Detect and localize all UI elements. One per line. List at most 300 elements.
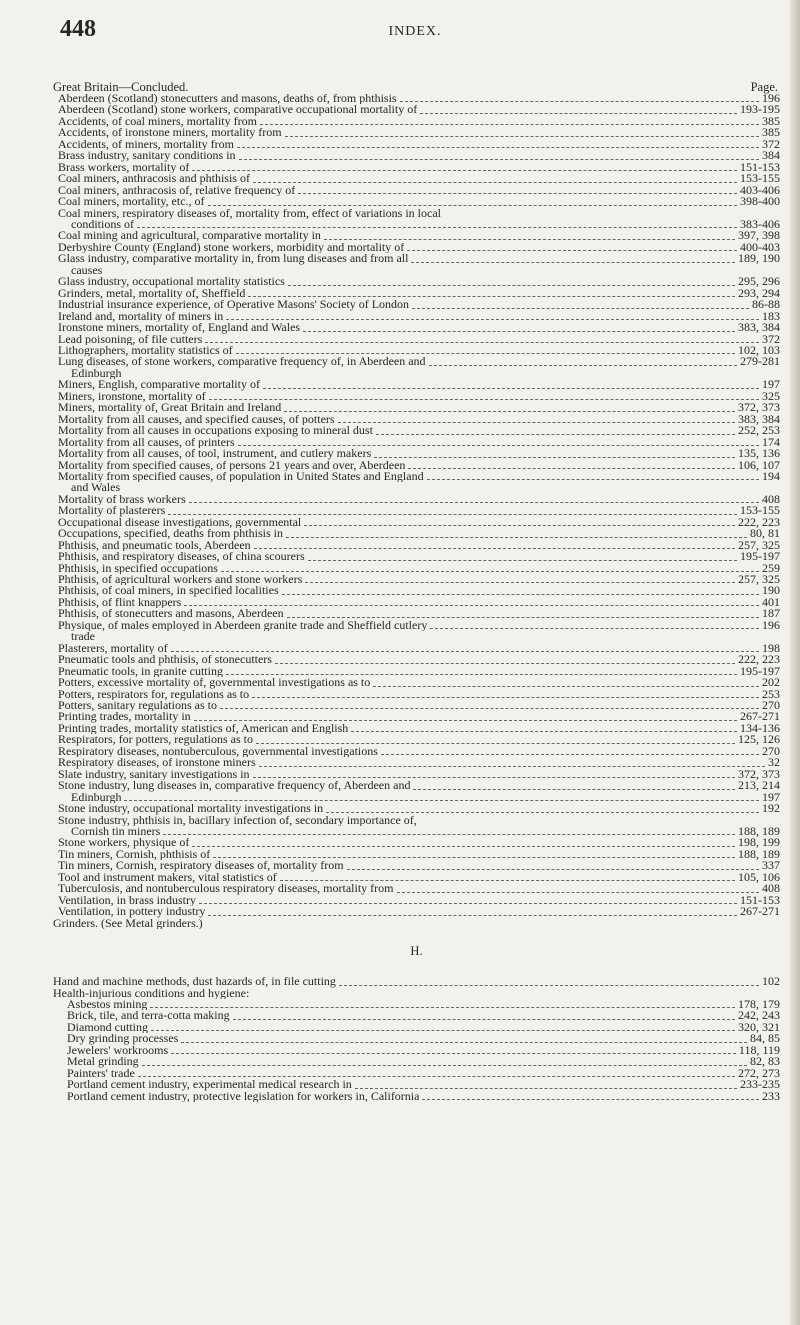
- index-entry: [53, 686, 780, 701]
- leader-dots: [184, 605, 759, 606]
- entry-page-number: 385: [762, 125, 780, 140]
- entry-page-number: 252, 253: [738, 423, 780, 438]
- entry-page-number: 257, 325: [738, 572, 780, 587]
- entry-text: Mortality of plasterers: [58, 505, 166, 517]
- leader-dots: [305, 582, 735, 583]
- entry-text: Mortality from all causes, and specified causes, of potters: [58, 413, 335, 426]
- index-entry: [53, 342, 780, 357]
- index-entry: [53, 663, 780, 678]
- entry-text: Tuberculosis, and nontuberculous respiratory diseases, mortality from: [58, 883, 394, 895]
- index-entry: [53, 996, 780, 1011]
- entry-page-number: 233-235: [740, 1077, 780, 1092]
- entry-page-number: 102: [762, 974, 780, 989]
- entry-page-number: 118, 119: [738, 1042, 780, 1057]
- entry-text: Respiratory diseases, of ironstone miners: [58, 757, 256, 769]
- page-header: [60, 16, 770, 50]
- leader-dots: [208, 205, 737, 206]
- entry-page-number: 153-155: [740, 503, 780, 518]
- entry-text: Pneumatic tools and phthisis, of stonecutters: [58, 654, 272, 666]
- leader-dots: [429, 365, 737, 366]
- index-entry: [53, 322, 780, 333]
- entry-text: Plasterers, mortality of: [58, 642, 168, 655]
- index-entry: [53, 988, 780, 999]
- index-entry-list: [53, 93, 780, 918]
- entry-page-number: 125, 126: [738, 732, 780, 747]
- index-entry: [53, 892, 780, 907]
- index-entry: [53, 173, 780, 184]
- entry-text: Glass industry, comparative mortality in, from lung diseases and from all: [58, 253, 409, 265]
- entry-text: Printing trades, mortality statistics of, American and English: [58, 722, 349, 735]
- index-entry: [53, 837, 780, 848]
- leader-dots: [192, 846, 735, 847]
- entry-text: Health-injurious conditions and hygiene:: [53, 987, 250, 999]
- entry-page-number: 183: [762, 308, 780, 323]
- leader-dots: [259, 766, 765, 767]
- index-entry: [53, 700, 780, 711]
- entry-text: Ventilation, in brass industry: [58, 894, 196, 907]
- index-entry: [53, 402, 780, 413]
- entry-text: Diamond cutting: [67, 1021, 148, 1034]
- index-entry: [53, 113, 780, 128]
- entry-page-number: 267-271: [740, 709, 780, 724]
- leader-dots: [298, 193, 737, 194]
- entry-text: trade: [71, 631, 95, 643]
- index-entry: [53, 574, 780, 585]
- leader-dots: [236, 353, 735, 354]
- entry-text: Potters, excessive mortality of, governmental investigations as to: [58, 677, 371, 689]
- entry-page-number: 222, 223: [738, 652, 780, 667]
- leader-dots: [151, 1030, 735, 1031]
- entry-page-number: 32: [768, 755, 780, 770]
- entry-page-number: 279-281: [740, 354, 780, 369]
- index-entry: [53, 299, 780, 310]
- entry-page-number: 213, 214: [738, 778, 780, 793]
- index-entry: [53, 757, 780, 768]
- leader-dots: [411, 262, 735, 263]
- entry-page-number: 233: [762, 1088, 780, 1103]
- entry-text: Coal miners, mortality, etc., of: [58, 196, 205, 208]
- entry-text: Metal grinding: [67, 1056, 139, 1068]
- entry-text: Miners, ironstone, mortality of: [58, 390, 206, 403]
- leader-dots: [253, 182, 737, 183]
- index-entry: [53, 368, 780, 379]
- index-entry: [53, 677, 780, 688]
- index-entry: [53, 1056, 780, 1067]
- entry-page-number: 272, 273: [738, 1065, 780, 1080]
- index-entry: [53, 468, 780, 483]
- entry-text: Mortality from all causes, of tool, instrument, and cutlery makers: [58, 448, 372, 460]
- leader-dots: [339, 985, 759, 986]
- leader-dots: [220, 708, 759, 709]
- entry-text: Mortality of brass workers: [58, 493, 186, 506]
- entry-page-number: 134-136: [740, 720, 780, 735]
- leader-dots: [253, 777, 735, 778]
- leader-dots: [420, 113, 737, 114]
- leader-dots: [280, 880, 735, 881]
- index-entry: [53, 505, 780, 516]
- entry-page-number: 196: [762, 91, 780, 105]
- entry-page-number: 270: [762, 698, 780, 713]
- index-entry: [53, 608, 780, 619]
- entry-text: Printing trades, mortality in: [58, 711, 191, 723]
- entry-text: Lung diseases, of stone workers, comparative frequency of, in Aberdeen and: [58, 356, 426, 368]
- index-entry: [53, 594, 780, 609]
- index-entry: [53, 159, 780, 174]
- index-entry: [53, 196, 780, 207]
- index-entry: [53, 276, 780, 287]
- entry-text: Coal miners, respiratory diseases of, mortality from, effect of variations in local: [58, 207, 441, 219]
- index-entry: [53, 331, 780, 346]
- entry-page-number: 253: [762, 686, 780, 701]
- index-entry: [53, 265, 780, 276]
- leader-dots: [209, 399, 759, 400]
- entry-page-number: 151-153: [740, 159, 780, 174]
- entry-page-number: 384: [762, 148, 780, 163]
- entry-text: Portland cement industry, experimental medical research in: [67, 1079, 352, 1091]
- index-entry: [53, 127, 780, 138]
- index-entry: [53, 617, 780, 632]
- entry-page-number: 295, 296: [738, 274, 780, 289]
- entry-page-number: 197: [762, 377, 780, 392]
- page-number: 448: [60, 16, 96, 42]
- entry-page-number: 400-403: [740, 239, 780, 254]
- index-entry: [53, 537, 780, 552]
- entry-text: Dry grinding processes: [67, 1033, 179, 1045]
- entry-page-number: 222, 223: [738, 514, 780, 529]
- leader-dots: [326, 812, 759, 813]
- index-entry: [53, 216, 780, 231]
- entry-text: Stone industry, phthisis in, bacillary infection of, secondary importance of,: [58, 814, 417, 826]
- entry-text: Phthisis, of coal miners, in specified localities: [58, 585, 279, 597]
- index-entry: [53, 388, 780, 403]
- entry-page-number: 372, 373: [738, 400, 780, 415]
- leader-dots: [355, 1088, 737, 1089]
- leader-dots: [254, 548, 735, 549]
- index-entry: [53, 230, 780, 241]
- index-content: [53, 82, 780, 1102]
- entry-text: causes: [71, 264, 103, 277]
- entry-page-number: 259: [762, 560, 780, 575]
- leader-dots: [351, 731, 737, 732]
- entry-text: Cornish tin miners: [71, 826, 161, 838]
- leader-dots: [199, 903, 737, 904]
- index-entry: [53, 425, 780, 436]
- leader-dots: [427, 479, 759, 480]
- leader-dots: [226, 674, 737, 675]
- leader-dots: [407, 250, 737, 251]
- index-entry: [53, 1042, 780, 1057]
- index-entry: [53, 434, 780, 449]
- entry-text: Accidents, of miners, mortality from: [58, 138, 234, 151]
- leader-dots: [324, 239, 735, 240]
- entry-text: Mortality from specified causes, of persons 21 years and over, Aberdeen: [58, 459, 406, 471]
- index-entry: [53, 1079, 780, 1090]
- leader-dots: [288, 285, 735, 286]
- leader-dots: [285, 136, 759, 137]
- index-entry: [53, 906, 780, 917]
- entry-text: Phthisis, and pneumatic tools, Aberdeen: [58, 539, 251, 552]
- index-entry: [53, 491, 780, 506]
- leader-dots: [252, 697, 759, 698]
- index-entry: [53, 869, 780, 884]
- entry-text: Tool and instrument makers, vital statistics of: [58, 871, 277, 884]
- entry-text: Coal mining and agricultural, comparative mortality in: [58, 230, 321, 242]
- leader-dots: [168, 514, 737, 515]
- entry-text: Slate industry, sanitary investigations in: [58, 768, 250, 781]
- leader-dots: [347, 869, 759, 870]
- leader-dots: [412, 308, 749, 309]
- entry-page-number: 320, 321: [738, 1019, 780, 1034]
- index-entry: [53, 1065, 780, 1080]
- entry-text: Potters, sanitary regulations as to: [58, 700, 217, 712]
- entry-text: Aberdeen (Scotland) stonecutters and masons, deaths of, from phthisis: [58, 93, 397, 105]
- index-entry: [53, 766, 780, 781]
- leader-dots: [408, 468, 735, 469]
- leader-dots: [138, 1076, 735, 1077]
- index-entry: [53, 308, 780, 323]
- index-entry: [53, 654, 780, 665]
- entry-page-number: 196: [762, 617, 780, 632]
- entry-page-number: 195-197: [740, 663, 780, 678]
- entry-text: Coal miners, anthracosis of, relative frequency of: [58, 184, 296, 197]
- entry-text: Tin miners, Cornish, phthisis of: [58, 848, 211, 861]
- index-entry: [53, 631, 780, 642]
- leader-dots: [163, 834, 735, 835]
- entry-page-number: 337: [762, 858, 780, 873]
- leader-dots: [248, 296, 735, 297]
- leader-dots: [260, 124, 759, 125]
- index-entry: [53, 448, 780, 459]
- entry-text: conditions of: [71, 218, 134, 231]
- entry-text: Stone industry, lung diseases in, comparative frequency of, Aberdeen and: [58, 780, 411, 792]
- entry-text: Hand and machine methods, dust hazards of, in file cutting: [53, 976, 336, 988]
- leader-dots: [181, 1042, 747, 1043]
- leader-dots: [238, 445, 759, 446]
- leader-dots: [413, 789, 735, 790]
- entry-page-number: 198: [762, 640, 780, 655]
- entry-page-number: 187: [762, 606, 780, 621]
- index-entry: [53, 560, 780, 575]
- index-entry: [53, 551, 780, 562]
- entry-page-number: 372: [762, 136, 780, 151]
- leader-dots: [205, 342, 759, 343]
- entry-page-number: 153-155: [740, 171, 780, 186]
- leader-dots: [275, 663, 735, 664]
- index-entry: [53, 860, 780, 871]
- index-entry: [53, 379, 780, 390]
- entry-text: Mortality from all causes in occupations exposing to mineral dust: [58, 425, 373, 437]
- entry-text: Stone industry, occupational mortality investigations in: [58, 803, 324, 815]
- index-entry: [53, 789, 780, 804]
- section-heading-text: Great Britain—Concluded.: [53, 80, 189, 94]
- entry-text: Phthisis, in specified occupations: [58, 562, 218, 575]
- entry-text: Ireland and, mortality of miners in: [58, 310, 224, 323]
- index-entry: [53, 1019, 780, 1034]
- entry-page-number: 398-400: [740, 194, 780, 209]
- entry-page-number: 202: [762, 675, 780, 690]
- entry-text: Brass industry, sanitary conditions in: [58, 150, 236, 162]
- entry-page-number: 385: [762, 113, 780, 128]
- entry-page-number: 372, 373: [738, 766, 780, 781]
- entry-text: Portland cement industry, protective legislation for workers in, California: [67, 1090, 420, 1103]
- index-entry: [53, 457, 780, 472]
- leader-dots: [287, 617, 759, 618]
- entry-page-number: 190: [762, 583, 780, 598]
- leader-dots: [256, 743, 735, 744]
- index-entry: [53, 803, 780, 814]
- leader-dots: [286, 537, 747, 538]
- entry-text: Lead poisoning, of file cutters: [58, 333, 203, 345]
- index-entry: [53, 585, 780, 596]
- leader-dots: [338, 422, 735, 423]
- leader-dots: [171, 1053, 736, 1054]
- leader-dots: [381, 754, 759, 755]
- entry-page-number: 197: [762, 789, 780, 804]
- entry-text: Miners, English, comparative mortality of: [58, 379, 260, 391]
- leader-dots: [308, 560, 737, 561]
- entry-page-number: 106, 107: [738, 457, 780, 472]
- index-entry: [53, 356, 780, 367]
- leader-dots: [422, 1099, 759, 1100]
- entry-text: Mortality from specified causes, of population in United States and England: [58, 470, 424, 483]
- index-entry: [53, 136, 780, 151]
- entry-page-number: 84, 85: [750, 1031, 780, 1046]
- entry-text: Phthisis, of stonecutters and masons, Aberdeen: [58, 608, 284, 620]
- page-spine-edge: [790, 0, 800, 1325]
- index-entry: [53, 720, 780, 735]
- entry-page-number: 293, 294: [738, 285, 780, 300]
- leader-dots: [303, 331, 735, 332]
- leader-dots: [208, 915, 737, 916]
- leader-dots: [233, 1019, 735, 1020]
- leader-dots: [142, 1065, 747, 1066]
- entry-text: Brass workers, mortality of: [58, 161, 190, 174]
- entry-text: Jewelers' workrooms: [67, 1044, 169, 1057]
- index-entry: [53, 1010, 780, 1021]
- leader-dots: [213, 857, 735, 858]
- entry-page-number: 270: [762, 743, 780, 758]
- entry-text: Coal miners, anthracosis and phthisis of: [58, 173, 250, 185]
- leader-dots: [284, 411, 735, 412]
- leader-dots: [304, 525, 735, 526]
- entry-page-number: 105, 106: [738, 869, 780, 884]
- index-entry: [53, 826, 780, 837]
- entry-text: Respiratory diseases, nontuberculous, governmental investigations: [58, 745, 378, 758]
- entry-page-number: 174: [762, 434, 780, 449]
- entry-page-number: 383, 384: [738, 320, 780, 335]
- leader-dots: [373, 686, 759, 687]
- entry-text: Glass industry, occupational mortality statistics: [58, 276, 285, 288]
- entry-text: Ironstone miners, mortality of, England and Wales: [58, 322, 301, 334]
- entry-text: Respirators, for potters, regulations as to: [58, 734, 253, 746]
- entry-text: Phthisis, of agricultural workers and stone workers: [58, 574, 303, 586]
- index-entry: [53, 528, 780, 539]
- index-entry: [53, 976, 780, 987]
- index-entry: [53, 815, 780, 826]
- index-entry: [53, 182, 780, 197]
- leader-dots: [189, 502, 759, 503]
- index-entry: [53, 104, 780, 115]
- index-entry: [53, 640, 780, 655]
- entry-text: Edinburgh: [71, 791, 122, 804]
- index-entry: [53, 239, 780, 254]
- leader-dots: [226, 319, 759, 320]
- entry-page-number: 86-88: [752, 297, 780, 312]
- entry-page-number: 80, 81: [750, 526, 780, 541]
- entry-text: Ventilation, in pottery industry: [58, 906, 206, 918]
- index-entry: [53, 150, 780, 161]
- entry-page-number: 195-197: [740, 549, 780, 564]
- entry-page-number: 188, 189: [738, 824, 780, 838]
- index-entry: [53, 285, 780, 300]
- entry-text: Mortality from all causes, of printers: [58, 436, 235, 449]
- leader-dots: [150, 1007, 735, 1008]
- cross-reference-text: Grinders. (See Metal grinders.): [53, 917, 203, 930]
- index-entry: [53, 1088, 780, 1103]
- entry-text: Accidents, of ironstone miners, mortality from: [58, 127, 282, 139]
- entry-page-number: 257, 325: [738, 537, 780, 552]
- page-title: INDEX.: [388, 24, 442, 39]
- leader-dots: [430, 628, 759, 629]
- leader-dots: [282, 594, 759, 595]
- entry-page-number: 383-406: [740, 216, 780, 231]
- entry-text: Aberdeen (Scotland) stone workers, comparative occupational mortality of: [58, 104, 418, 116]
- entry-text: and Wales: [71, 482, 121, 494]
- entry-page-number: 408: [762, 881, 780, 896]
- entry-page-number: 408: [762, 491, 780, 506]
- page-column-label: Page.: [750, 80, 778, 94]
- entry-page-number: 193-195: [740, 102, 780, 117]
- entry-page-number: 192: [762, 801, 780, 816]
- entry-page-number: 188, 189: [738, 846, 780, 861]
- leader-dots: [239, 159, 759, 160]
- entry-text: Brick, tile, and terra-cotta making: [67, 1010, 230, 1022]
- section-heading-great-britain: [53, 82, 780, 93]
- leader-dots: [137, 227, 737, 228]
- index-entry: [53, 743, 780, 758]
- entry-page-number: 178, 179: [738, 996, 780, 1011]
- entry-text: Industrial insurance experience, of Operative Masons' Society of London: [58, 299, 410, 311]
- entry-page-number: 194: [762, 468, 780, 483]
- cross-reference: [53, 918, 780, 929]
- index-entry-list-h: [53, 976, 780, 1102]
- entry-text: Derbyshire County (England) stone workers, morbidity and mortality of: [58, 241, 405, 254]
- entry-text: Physique, of males employed in Aberdeen granite trade and Sheffield cutlery: [58, 619, 428, 632]
- entry-text: Stone workers, physique of: [58, 837, 190, 849]
- index-entry: [53, 846, 780, 861]
- entry-text: Painters' trade: [67, 1067, 135, 1080]
- index-entry: [53, 482, 780, 493]
- leader-dots: [376, 434, 735, 435]
- entry-text: Pneumatic tools, in granite cutting: [58, 665, 223, 678]
- leader-dots: [263, 388, 759, 389]
- index-entry: [53, 93, 780, 104]
- index-entry: [53, 253, 780, 264]
- index-entry: [53, 711, 780, 722]
- index-entry: [53, 883, 780, 894]
- index-entry: [53, 411, 780, 426]
- index-entry: [53, 780, 780, 791]
- leader-dots: [221, 571, 759, 572]
- leader-dots: [171, 651, 759, 652]
- entry-text: Accidents, of coal miners, mortality from: [58, 115, 257, 128]
- entry-text: Miners, mortality of, Great Britain and Ireland: [58, 402, 282, 414]
- entry-text: Phthisis, of flint knappers: [58, 596, 182, 609]
- leader-dots: [374, 457, 735, 458]
- entry-page-number: 189, 190: [738, 251, 780, 266]
- entry-text: Asbestos mining: [67, 998, 148, 1011]
- entry-page-number: 151-153: [740, 892, 780, 907]
